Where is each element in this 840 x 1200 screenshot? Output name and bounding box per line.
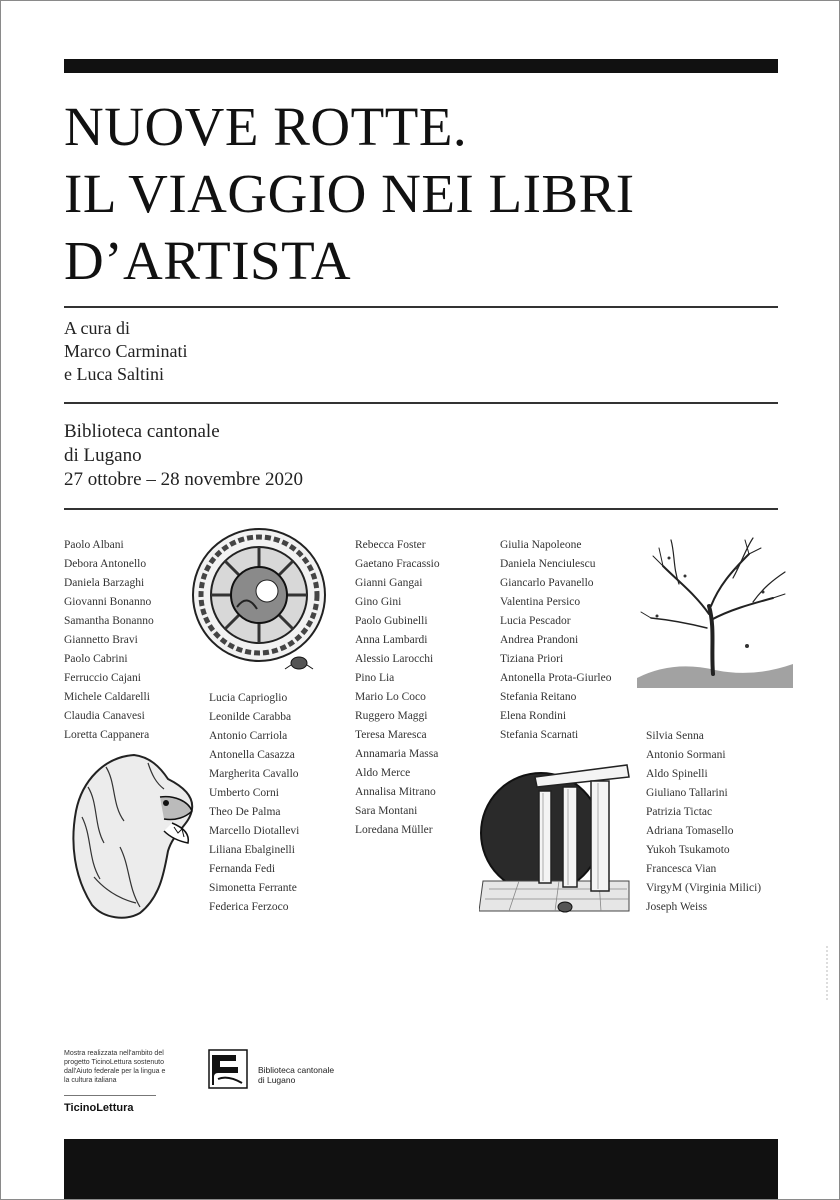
artist-name: Patrizia Tictac (646, 806, 713, 818)
artist-name: Ruggero Maggi (355, 710, 428, 722)
venue-city: di Lugano (64, 445, 142, 466)
artist-name: Anna Lambardi (355, 634, 428, 646)
credit-line-4: la cultura italiana (64, 1077, 117, 1084)
logo-line-2: di Lugano (258, 1075, 296, 1085)
artist-list-col-3 (355, 536, 440, 840)
artist-name: VirgyM (Virginia Milici) (646, 882, 762, 894)
divider-3 (64, 508, 778, 510)
divider-2 (64, 402, 778, 404)
artist-name: Francesca Vian (646, 863, 717, 875)
artist-name: Simonetta Ferrante (209, 882, 297, 894)
artist-name: Sara Montani (355, 805, 418, 817)
top-bar (64, 59, 778, 73)
artist-name: Giuliano Tallarini (646, 787, 728, 799)
artist-name: Daniela Nenciulescu (500, 558, 596, 570)
artist-name: Annalisa Mitrano (355, 786, 436, 798)
artist-name: Adriana Tomasello (646, 825, 734, 837)
artist-name: Fernanda Fedi (209, 863, 276, 875)
edge-print-mark-icon (824, 946, 830, 1001)
artist-name: Federica Ferzoco (209, 901, 289, 913)
credit-divider (64, 1095, 156, 1096)
artist-name: Loredana Müller (355, 824, 433, 836)
divider-1 (64, 306, 778, 308)
artist-name: Marcello Diotallevi (209, 825, 300, 837)
sponsor-credit (64, 1049, 174, 1085)
lion-engraving-icon (64, 747, 199, 922)
artist-name: Margherita Cavallo (209, 768, 299, 780)
title-line-3: D’ARTISTA (64, 230, 352, 291)
artist-list-col-1 (64, 536, 154, 745)
curators-block (64, 317, 187, 386)
artist-name: Alessio Larocchi (355, 653, 434, 665)
artist-name: Leonilde Carabba (209, 711, 292, 723)
artist-name: Valentina Persico (500, 596, 581, 608)
ticinolettura-brand: TicinoLettura (64, 1102, 134, 1114)
biblioteca-logo-icon (208, 1049, 248, 1089)
artist-name: Gino Gini (355, 596, 402, 608)
artist-name: Mario Lo Coco (355, 691, 426, 703)
artist-name: Gianni Gangai (355, 577, 423, 589)
artist-name: Paolo Cabrini (64, 653, 128, 665)
artist-name: Yukoh Tsukamoto (646, 844, 730, 856)
artist-name: Claudia Canavesi (64, 710, 145, 722)
artist-list-col-5 (646, 727, 761, 917)
artist-name: Paolo Gubinelli (355, 615, 428, 627)
credit-line-1: Mostra realizzata nell'ambito del (64, 1050, 164, 1057)
venue-name: Biblioteca cantonale (64, 421, 220, 442)
artist-name: Liliana Ebalginelli (209, 844, 295, 856)
artist-name: Giovanni Bonanno (64, 596, 152, 608)
curator-2: e Luca Saltini (64, 364, 164, 384)
artist-name: Aldo Merce (355, 767, 411, 779)
artist-name: Gaetano Fracassio (355, 558, 440, 570)
credit-line-3: dall'Aiuto federale per la lingua e (64, 1068, 166, 1075)
artist-name: Daniela Barzaghi (64, 577, 145, 589)
artist-name: Rebecca Foster (355, 539, 426, 551)
artist-name: Antonio Sormani (646, 749, 726, 761)
artist-name: Giulia Napoleone (500, 539, 582, 551)
artist-name: Lucia Caprioglio (209, 692, 288, 704)
artist-name: Theo De Palma (209, 806, 281, 818)
artist-name: Pino Lia (355, 672, 395, 684)
title-line-1: NUOVE ROTTE. (64, 96, 468, 157)
artist-name: Elena Rondini (500, 710, 567, 722)
tree-engraving-icon (633, 528, 798, 688)
artist-name: Tiziana Priori (500, 653, 564, 665)
artist-name: Samantha Bonanno (64, 615, 154, 627)
artist-name: Loretta Cappanera (64, 729, 150, 741)
artist-list-col-2 (209, 689, 299, 917)
poster-title (64, 93, 778, 294)
artist-name: Andrea Prandoni (500, 634, 579, 646)
artist-list-col-4 (500, 536, 611, 745)
artist-name: Annamaria Massa (355, 748, 439, 760)
curators-label: A cura di (64, 318, 130, 338)
artist-name: Michele Caldarelli (64, 691, 150, 703)
curator-1: Marco Carminati (64, 341, 188, 361)
artist-name: Antonella Casazza (209, 749, 295, 761)
porthole-engraving-icon (187, 523, 335, 673)
artist-name: Stefania Reitano (500, 691, 577, 703)
artist-name: Paolo Albani (64, 539, 124, 551)
artist-name: Antonella Prota-Giurleo (500, 672, 612, 684)
artist-name: Giancarlo Pavanello (500, 577, 594, 589)
artist-name: Joseph Weiss (646, 901, 708, 913)
credit-line-2: progetto TicinoLettura sostenuto (64, 1059, 165, 1066)
artist-name: Silvia Senna (646, 730, 704, 742)
artist-name: Debora Antonello (64, 558, 147, 570)
artist-name: Teresa Maresca (355, 729, 427, 741)
colonnade-engraving-icon (479, 761, 634, 916)
title-line-2: IL VIAGGIO NEI LIBRI (64, 163, 635, 224)
artist-name: Lucia Pescador (500, 615, 571, 627)
artist-name: Umberto Corni (209, 787, 279, 799)
artist-name: Stefania Scarnati (500, 729, 579, 741)
artist-name: Ferruccio Cajani (64, 672, 141, 684)
logo-line-1: Biblioteca cantonale (258, 1065, 335, 1075)
artist-name: Aldo Spinelli (646, 768, 708, 780)
bottom-bar (64, 1139, 778, 1200)
artist-name: Antonio Carriola (209, 730, 288, 742)
exhibition-dates: 27 ottobre – 28 novembre 2020 (64, 469, 304, 490)
artist-name: Giannetto Bravi (64, 634, 138, 646)
biblioteca-logo-text (258, 1065, 334, 1085)
venue-block (64, 420, 303, 492)
